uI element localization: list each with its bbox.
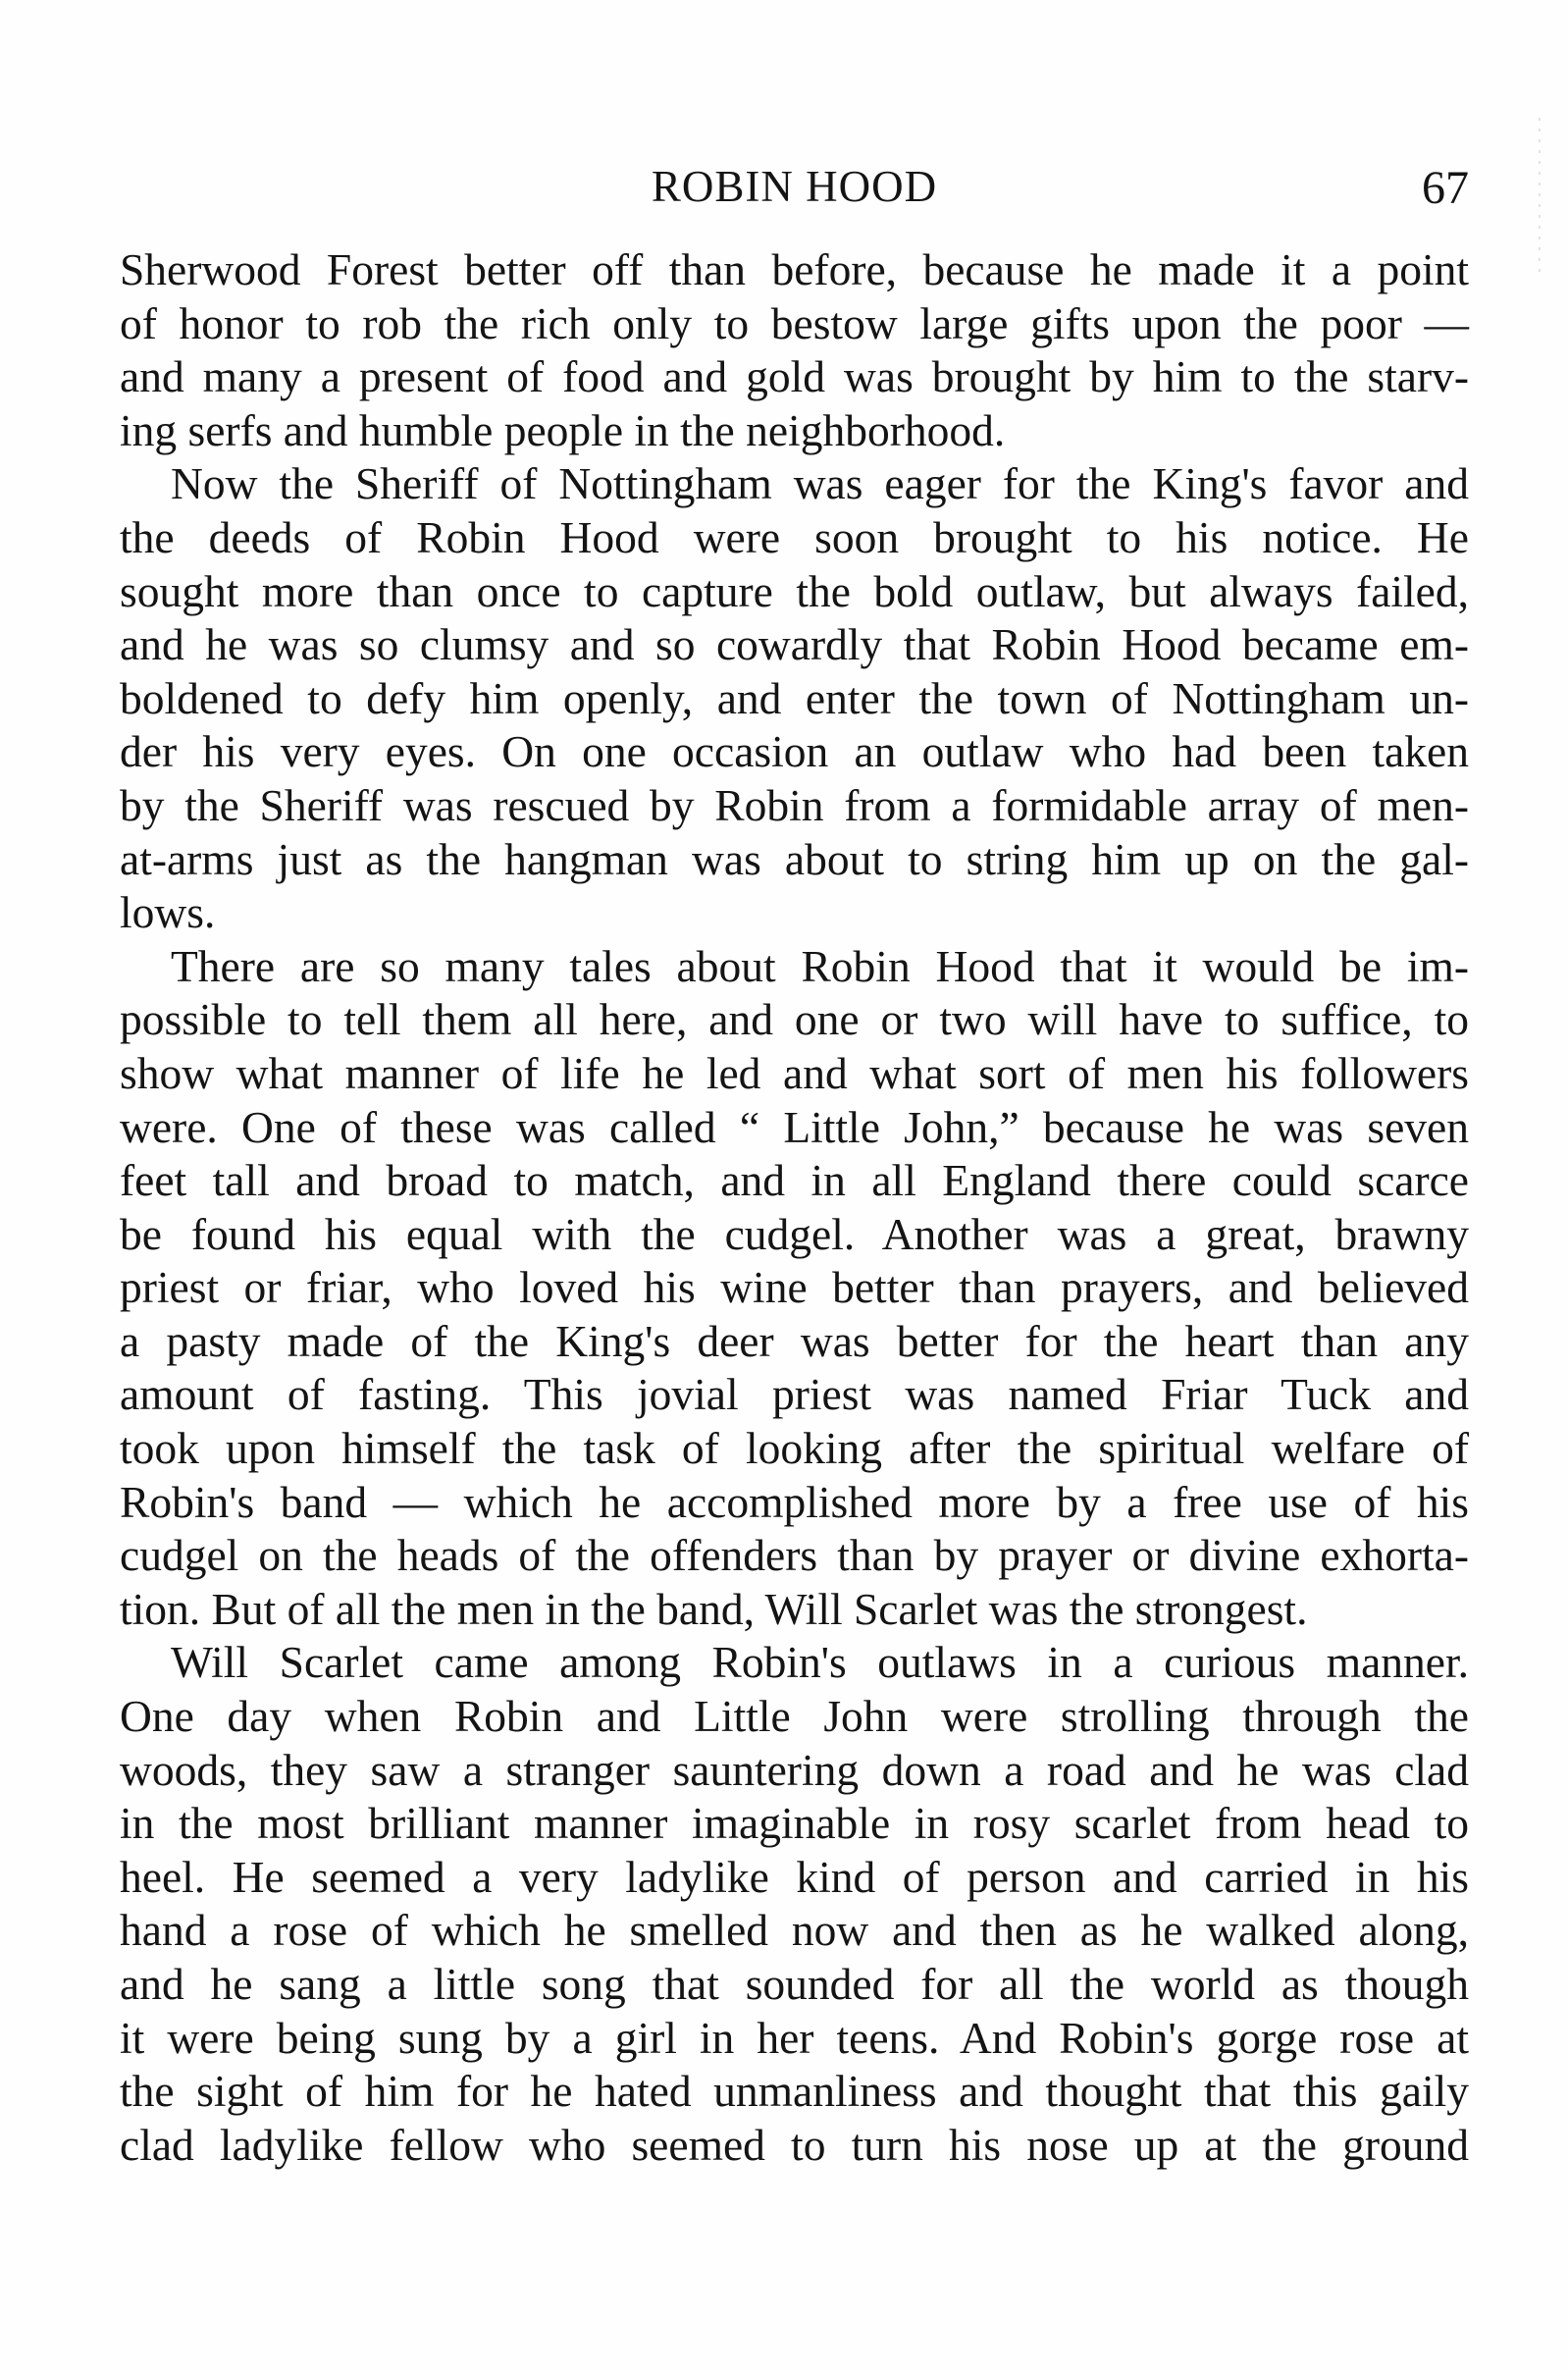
text-line: There are so many tales about Robin Hood that it would be im- (171, 940, 1469, 991)
text-line: it were being sung by a girl in her teens. And Robin's gorge rose at (120, 2012, 1469, 2063)
body-text (120, 243, 1469, 2172)
text-line: tion. But of all the men in the band, Will Scarlet was the strongest. (120, 1583, 1308, 1634)
text-line: Sherwood Forest better off than before, because he made it a point (120, 244, 1469, 294)
text-line: show what manner of life he led and what sort of men his followers (120, 1047, 1469, 1098)
text-line: cudgel on the heads of the offenders than by prayer or divine exhorta- (120, 1530, 1469, 1581)
text-line: and he was so clumsy and so cowardly that Robin Hood became em- (120, 619, 1469, 670)
text-line: in the most brilliant manner imaginable in rosy scarlet from head to (120, 1798, 1469, 1849)
text-line: ing serfs and humble people in the neighborhood. (120, 404, 1006, 455)
paragraph (120, 940, 1469, 1637)
text-line: sought more than once to capture the bold outlaw, but always failed, (120, 565, 1469, 616)
text-line: of honor to rob the rich only to bestow large gifts upon the poor — (120, 297, 1469, 348)
text-line: were. One of these was called “ Little John,” because he was seven (120, 1101, 1469, 1152)
text-line: Will Scarlet came among Robin's outlaws in a curious manner. (171, 1637, 1469, 1688)
text-line: Now the Sheriff of Nottingham was eager for the King's favor and (171, 458, 1469, 509)
text-line: and he sang a little song that sounded for all the world as though (120, 1959, 1469, 2009)
text-line: amount of fasting. This jovial priest was named Friar Tuck and (120, 1369, 1469, 1420)
paragraph (120, 1636, 1469, 2172)
scan-margin-speckle (1539, 118, 1541, 275)
text-line: clad ladylike fellow who seemed to turn his nose up at the ground (120, 2119, 1469, 2170)
text-line: der his very eyes. On one occasion an outlaw who had been taken (120, 726, 1469, 777)
text-line: priest or friar, who loved his wine better than prayers, and believed (120, 1262, 1469, 1313)
text-line: at-arms just as the hangman was about to string him up on the gal- (120, 833, 1469, 884)
text-line: woods, they saw a stranger sauntering down a road and he was clad (120, 1744, 1469, 1795)
paragraph (120, 243, 1469, 457)
running-head-title: ROBIN HOOD (651, 162, 938, 211)
running-head (120, 157, 1469, 216)
text-line: the sight of him for he hated unmanliness and thought that this gaily (120, 2066, 1469, 2117)
text-line: the deeds of Robin Hood were soon brought to his notice. He (120, 511, 1469, 562)
text-line: hand a rose of which he smelled now and then as he walked along, (120, 1905, 1469, 1956)
page-number: 67 (1422, 162, 1469, 214)
text-line: feet tall and broad to match, and in all England there could scarce (120, 1155, 1469, 1206)
text-line: and many a present of food and gold was brought by him to the starv- (120, 351, 1469, 402)
text-line: One day when Robin and Little John were strolling through the (120, 1691, 1469, 1742)
text-line: boldened to defy him openly, and enter the town of Nottingham un- (120, 672, 1469, 723)
text-line: took upon himself the task of looking after the spiritual welfare of (120, 1423, 1469, 1474)
text-line: a pasty made of the King's deer was better for the heart than any (120, 1315, 1469, 1366)
text-line: be found his equal with the cudgel. Another was a great, brawny (120, 1208, 1469, 1259)
paragraph (120, 457, 1469, 939)
text-line: Robin's band — which he accomplished more by a free use of his (120, 1476, 1469, 1527)
text-line: heel. He seemed a very ladylike kind of person and carried in his (120, 1851, 1469, 1902)
text-line: lows. (120, 887, 216, 938)
text-line: by the Sheriff was rescued by Robin from a formidable array of men- (120, 779, 1469, 830)
text-line: possible to tell them all here, and one or two will have to suffice, to (120, 994, 1469, 1045)
